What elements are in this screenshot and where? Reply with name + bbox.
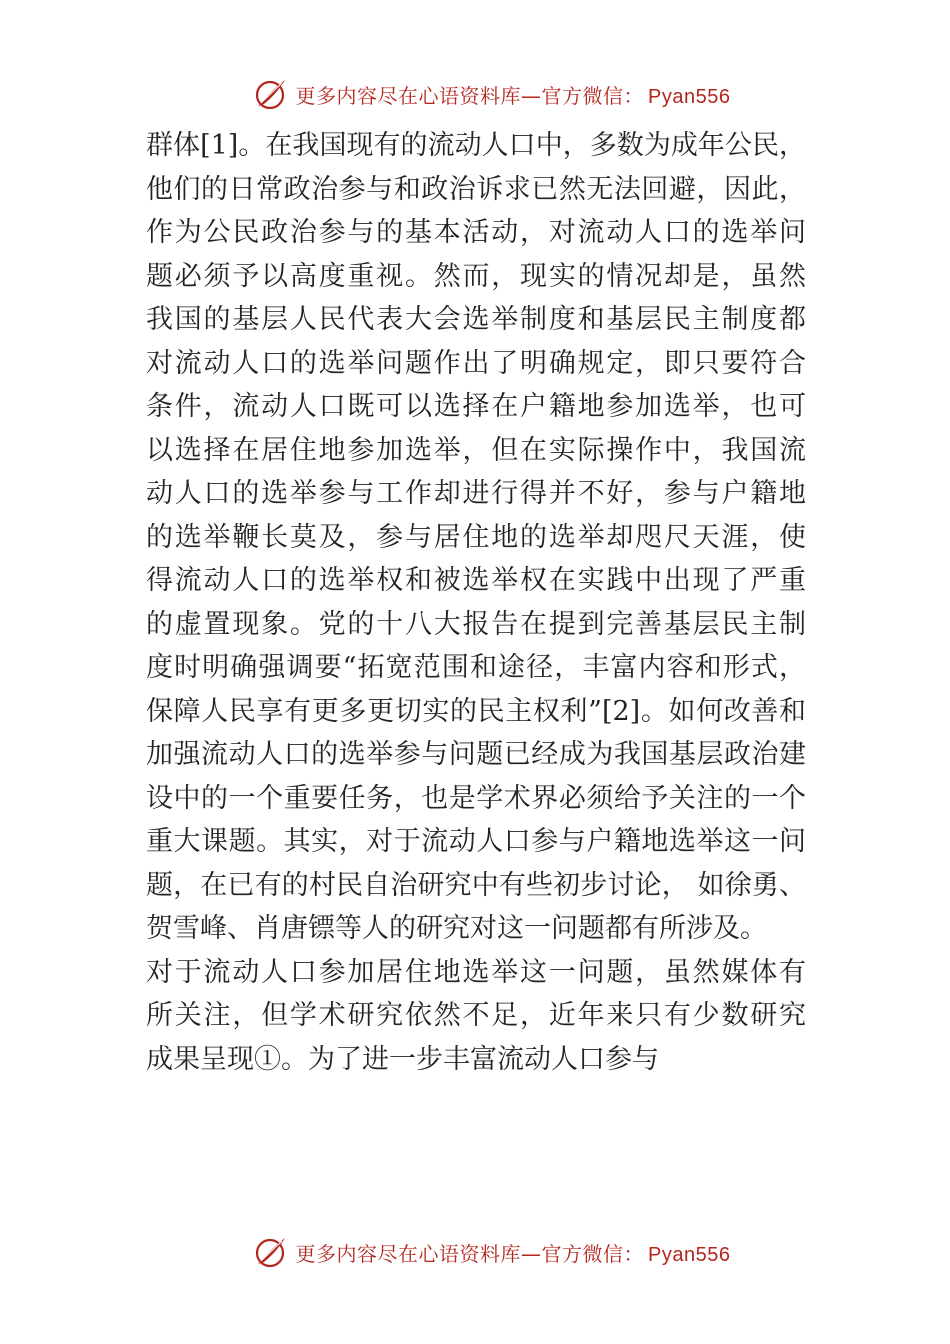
quill-logo-icon (252, 1234, 288, 1270)
header-banner (0, 74, 950, 114)
body-line: 保障人民享有更多更切实的民主权利”[2]。如何改善和 (146, 695, 806, 727)
body-line: 加强流动人口的选举参与问题已经成为我国基层政治建 (146, 739, 806, 770)
body-line: 作为公民政治参与的基本活动，对流动人口的选举问 (146, 217, 806, 248)
body-line: 重大课题。其实，对于流动人口参与户籍地选举这一问 (146, 826, 806, 857)
header-wechat-id: Pyan556 (648, 85, 731, 108)
body-line: 所关注，但学术研究依然不足，近年来只有少数研究 (146, 1000, 806, 1031)
body-line: 的选举鞭长莫及，参与居住地的选举却咫尺天涯，使 (146, 521, 806, 553)
body-line: 成果呈现①。为了进一步丰富流动人口参与 (146, 1043, 659, 1075)
footer-site-name: 更多内容尽在心语资料库 (295, 1241, 522, 1266)
header-wechat-label: 官方微信： (541, 83, 645, 108)
body-line: 贺雪峰、肖唐镖等人的研究对这一问题都有所涉及。 (146, 913, 767, 944)
body-line: 设中的一个重要任务，也是学术界必须给予关注的一个 (146, 782, 806, 814)
body-line: 对流动人口的选举问题作出了明确规定，即只要符合 (146, 347, 806, 379)
body-line: 群体[1]。在我国现有的流动人口中，多数为成年公民， (146, 130, 806, 161)
header-banner-content (252, 76, 731, 112)
body-line: 对于流动人口参加居住地选举这一问题，虽然媒体有 (146, 956, 806, 988)
footer-dash: — (521, 1241, 542, 1266)
footer-wechat-id: Pyan556 (648, 1243, 731, 1266)
body-line: 条件，流动人口既可以选择在户籍地参加选举，也可 (146, 391, 806, 422)
article-body (146, 124, 806, 1081)
body-line: 题必须予以高度重视。然而，现实的情况却是，虽然 (146, 260, 806, 292)
body-line: 度时明确强调要“拓宽范围和途径，丰富内容和形式， (146, 652, 806, 683)
footer-banner (0, 1232, 950, 1272)
body-line: 以选择在居住地参加选举，但在实际操作中，我国流 (146, 434, 806, 466)
body-line: 得流动人口的选举权和被选举权在实践中出现了严重 (146, 565, 806, 596)
footer-wechat-label: 官方微信： (541, 1241, 645, 1266)
header-banner-text (296, 80, 731, 109)
body-line: 我国的基层人民代表大会选举制度和基层民主制度都 (146, 304, 806, 335)
header-dash: — (521, 83, 542, 108)
footer-banner-content (252, 1234, 731, 1270)
body-line: 题，在已有的村民自治研究中有些初步讨论， 如徐勇、 (146, 869, 806, 901)
footer-banner-text (296, 1238, 731, 1267)
header-site-name: 更多内容尽在心语资料库 (295, 83, 522, 108)
body-line: 他们的日常政治参与和政治诉求已然无法回避，因此， (146, 173, 806, 205)
quill-logo-icon (252, 76, 288, 112)
body-line: 的虚置现象。党的十八大报告在提到完善基层民主制 (146, 608, 806, 640)
body-line: 动人口的选举参与工作却进行得并不好，参与户籍地 (146, 478, 806, 509)
